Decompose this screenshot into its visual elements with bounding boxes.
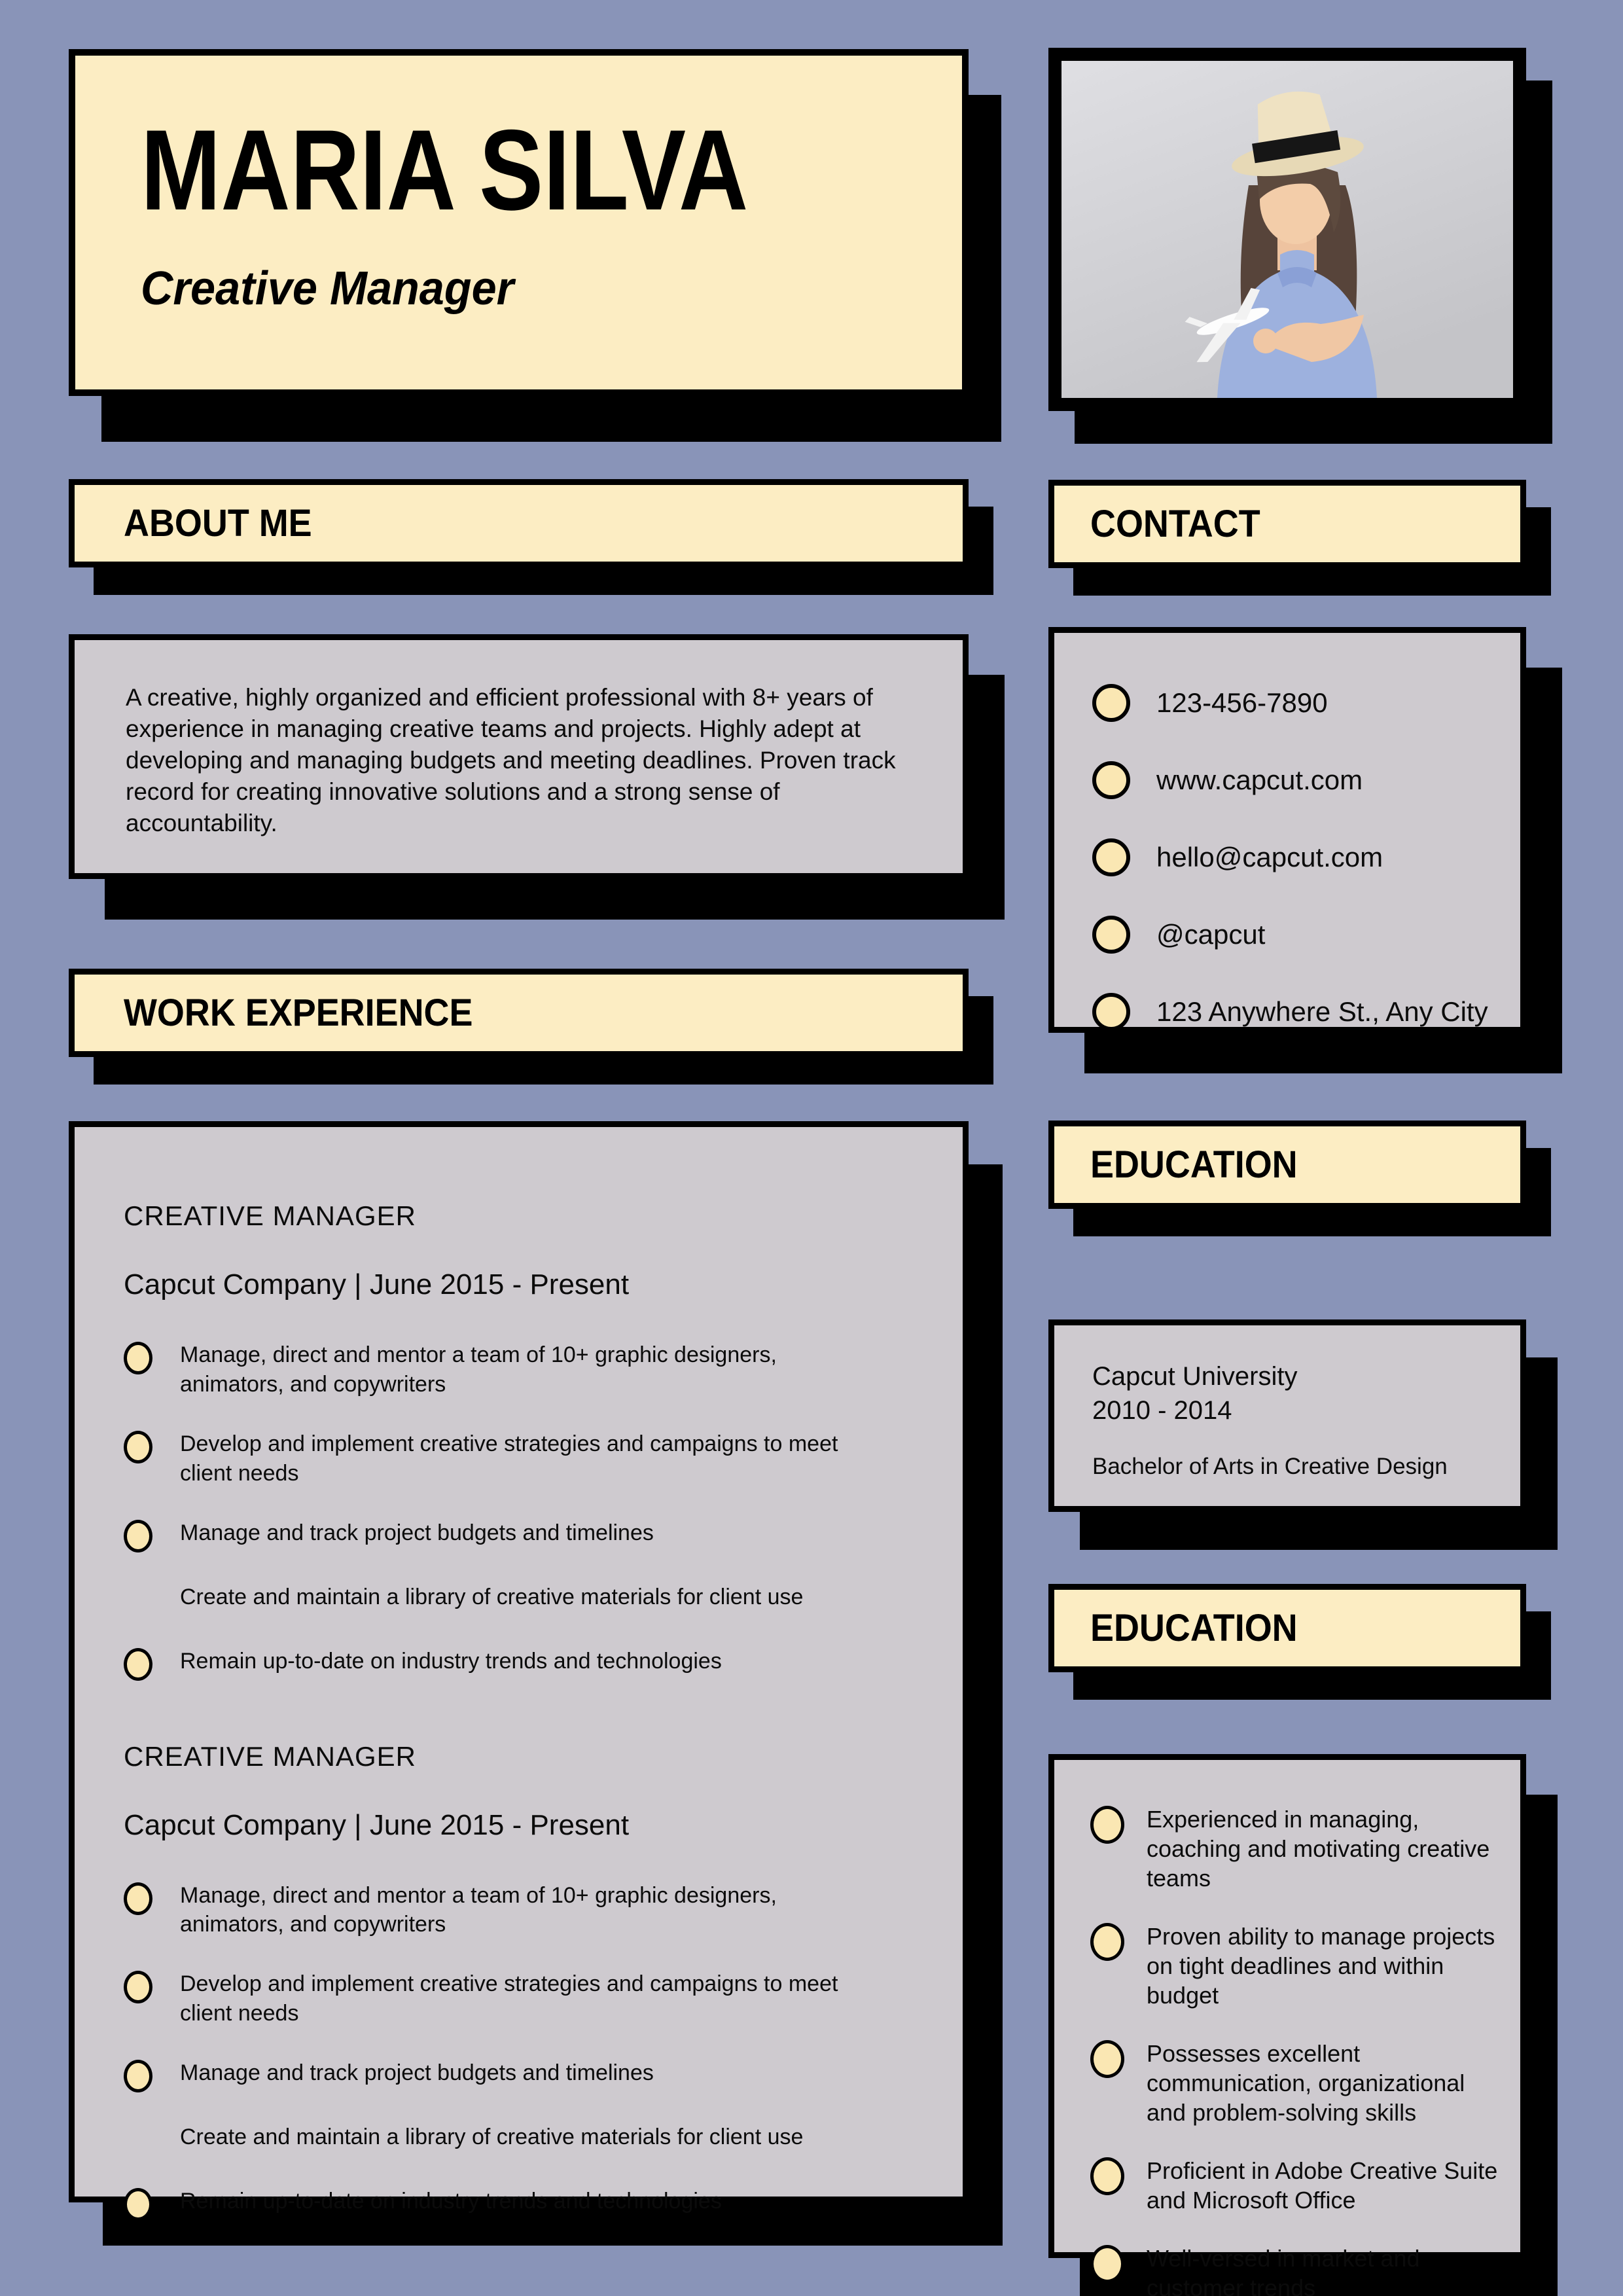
education-heading: EDUCATION [1090,1143,1298,1186]
bullet-circle-icon [124,1342,152,1374]
contact-bullet-icon [1092,916,1130,954]
job-company-dates: Capcut Company | June 2015 - Present [124,1808,630,1841]
section-header-work-experience [69,969,969,1057]
skill-text: Proficient in Adobe Creative Suite and Microsoft Office [1147,2157,1498,2214]
list-item [124,1647,910,1681]
job-entry [124,1741,910,2221]
bullet-text: Remain up-to-date on industry trends and technologies [180,2189,722,2214]
contact-panel [1048,627,1526,1033]
bullet-circle-icon [124,2188,152,2221]
bullet-text: Create and maintain a library of creative materials for client use [180,1584,804,1609]
bullet-circle-icon [124,1431,152,1463]
contact-item-website [1092,761,1497,799]
list-item [1090,1804,1498,1893]
list-item [1090,2244,1498,2296]
contact-item-email [1092,838,1497,876]
about-text: A creative, highly organized and efficient professional with 8+ years of experience in managing creative teams and projects. Highly adept at developing and managing budgets and meeting deadlines. Proven track record for creating innovative solutions and a strong sense of accountability. [126,684,896,837]
about-heading: ABOUT ME [124,502,312,545]
contact-item-phone [1092,684,1497,722]
job-company-dates: Capcut Company | June 2015 - Present [124,1268,630,1300]
bullet-circle-icon [1090,1806,1124,1844]
skill-text: Experienced in managing, coaching and motivating creative teams [1147,1806,1490,1892]
skills-panel [1048,1754,1526,2296]
bullet-circle-icon [124,1882,152,1915]
list-item [124,1340,910,1399]
list-item [1090,2156,1498,2215]
section-header-contact [1048,480,1526,568]
bullet-text: Manage and track project budgets and timelines [180,1520,654,1545]
contact-text: www.capcut.com [1156,764,1363,795]
bullet-circle-icon [124,2060,152,2092]
contact-heading: CONTACT [1090,503,1260,545]
work-experience-panel [69,1121,969,2214]
list-item [124,2123,910,2157]
bullet-text: Manage and track project budgets and timelines [180,2060,654,2085]
skill-text: Proven ability to manage projects on tight deadlines and within budget [1147,1923,1495,2009]
bullet-circle-icon [124,1648,152,1681]
contact-bullet-icon [1092,993,1130,1031]
list-item [124,1429,910,1488]
contact-text: 123 Anywhere St., Any City [1156,996,1488,1027]
profile-photo-illustration [1061,61,1513,398]
list-item [124,2058,910,2092]
contact-bullet-icon [1092,684,1130,722]
list-item [124,1583,910,1617]
bullet-circle-icon [1090,2245,1124,2283]
person-title: Creative Manager [141,262,514,315]
list-item [1090,2039,1498,2127]
bullet-circle-icon [1090,1923,1124,1961]
education-panel [1048,1319,1526,1512]
bullet-text: Develop and implement creative strategies and campaigns to meet client needs [180,1971,838,2026]
list-item [124,1881,910,1940]
section-header-skills [1048,1584,1526,1672]
education-years: 2010 - 2014 [1092,1396,1232,1425]
education-school: Capcut University [1092,1362,1298,1391]
header-card [69,49,969,396]
job-title: CREATIVE MANAGER [124,1740,416,1772]
bullet-text: Develop and implement creative strategies and campaigns to meet client needs [180,1431,838,1486]
bullet-circle-icon [1090,2040,1124,2078]
contact-text: 123-456-7890 [1156,687,1328,718]
bullet-circle-icon [124,1520,152,1552]
contact-item-address [1092,993,1497,1031]
section-header-about [69,479,969,567]
work-heading: WORK EXPERIENCE [124,992,473,1034]
bullet-text: Create and maintain a library of creative materials for client use [180,2125,804,2149]
contact-bullet-icon [1092,838,1130,876]
skills-heading: EDUCATION [1090,1607,1298,1649]
list-item [124,1518,910,1552]
contact-bullet-icon [1092,761,1130,799]
list-item [1090,1922,1498,2010]
contact-text: @capcut [1156,919,1266,950]
bullet-circle-icon [1090,2157,1124,2195]
skill-text: Possesses excellent communication, organizational and problem-solving skills [1147,2040,1465,2126]
contact-item-social [1092,916,1497,954]
job-entry [124,1200,910,1681]
education-degree: Bachelor of Arts in Creative Design [1092,1454,1448,1479]
about-panel [69,634,969,879]
bullet-circle-icon [124,1971,152,2003]
job-title: CREATIVE MANAGER [124,1200,416,1231]
section-header-education [1048,1121,1526,1209]
bullet-text: Manage, direct and mentor a team of 10+ graphic designers, animators, and copywriters [180,1882,777,1937]
bullet-text: Manage, direct and mentor a team of 10+ graphic designers, animators, and copywriters [180,1342,777,1397]
job-bullet-list [124,1881,910,2221]
contact-text: hello@capcut.com [1156,842,1383,872]
job-bullet-list [124,1340,910,1681]
list-item [124,2187,910,2221]
list-item [124,1969,910,2028]
profile-photo [1048,48,1526,411]
person-name: MARIA SILVA [141,107,749,234]
skill-text: Well-versed in market and customer trends [1147,2245,1420,2296]
bullet-text: Remain up-to-date on industry trends and technologies [180,1648,722,1674]
